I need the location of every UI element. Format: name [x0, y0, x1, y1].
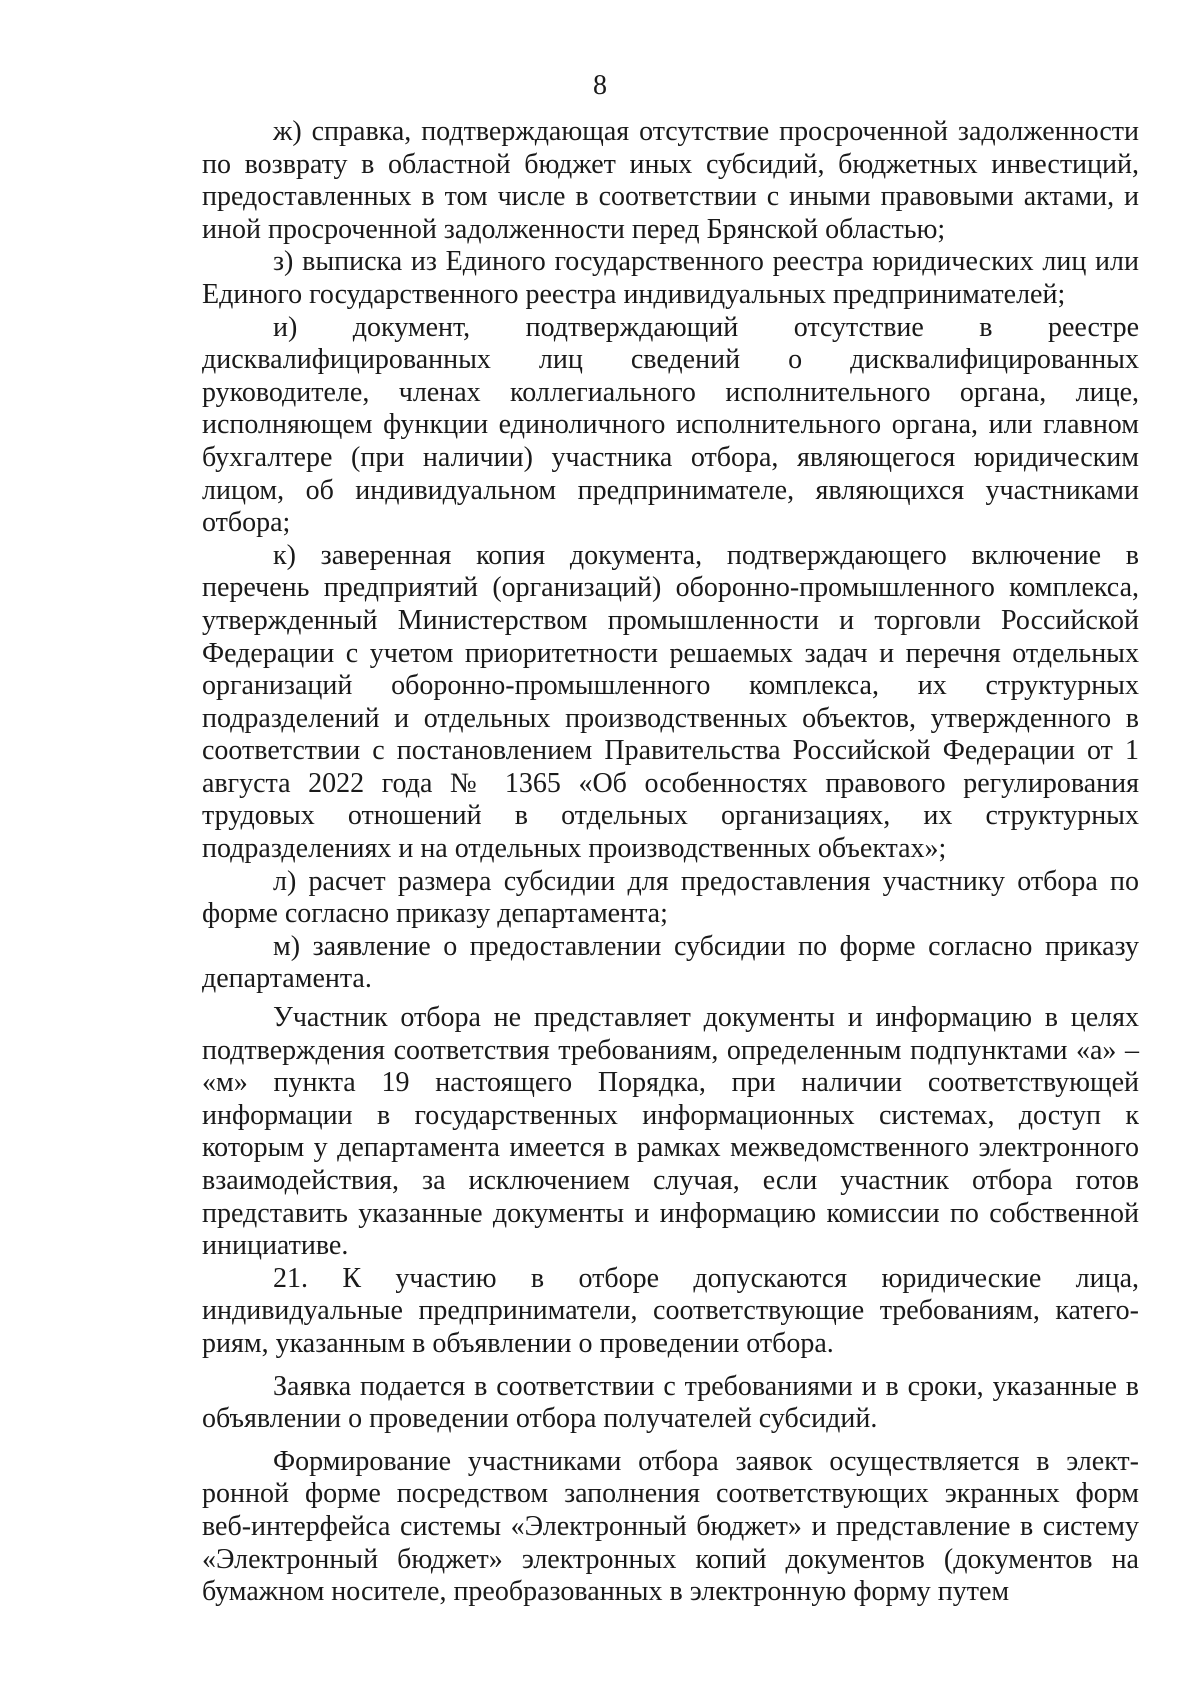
paragraph-participant-documents: Участник отбора не представляет документы и информацию в целях подтверждения соответствия требованиям, определенным подпунктами «а» – «м» пункта 19 настоящего Порядка, при наличии соответствующей информации в государственных информационных системах, доступ к которым у департамента имеется в рамках межведомственного электронного взаимодействия, за исключением случая, если участник отбора готов представить указанные документы и информацию комиссии по собственной инициативе.	[202, 1002, 1139, 1262]
page-number: 8	[593, 70, 607, 101]
paragraph-m-subsidy-application: м) заявление о предоставлении субсидии по форме согласно приказу департамента.	[202, 930, 1139, 995]
paragraph-k-defense-industry-list: к) заверенная копия документа, подтверждающего включение в перечень предприятий (организаций) оборонно-промышленного комплекса, утвержденный Министерством промышленности и торговли Российской Федерации с учетом приоритетности решаемых задач и перечня отдельных организаций оборонно-промышленного комплекса, их структурных подразделений и отдельных производственных объектов, утвержденного в соответствии с постановлением Правительства Российской Федерации от 1 августа 2022 года № 1365 «Об особенностях правового регулирования трудовых отношений в отдельных организациях, их структурных подразделениях и на отдельных производственных объектах»;	[202, 539, 1139, 865]
paragraph-i-disqualified-persons: и) документ, подтверждающий отсутствие в реестре дисквалифицированных лиц сведений о дисквалифицированных руководителе, членах коллегиального исполнительного органа, лице, исполняющем функции единоличного исполнительного органа, или главном бухгалтере (при наличии) участника отбора, являющегося юридическим лицом, об индивидуальном предпринимателе, являющихся участниками отбора;	[202, 311, 1139, 539]
paragraph-zh-debt-certificate: ж) справка, подтверждающая отсутствие просроченной задолженности по возврату в областной бюджет иных субсидий, бюджетных инвестиций, предоставленных в том числе в соответствии с иными правовыми актами, и иной просроченной задолженности перед Брянской областью;	[202, 116, 1139, 245]
document-body	[202, 116, 1139, 1609]
paragraph-electronic-form: Формирование участниками отбора заявок осуществляется в элект-ронной форме посредством заполнения соответствующих экранных форм веб-интерфейса системы «Электронный бюджет» и представление в систему «Электронный бюджет» электронных копий документов (документов на бумажном носителе, преобразованных в электронную форму путем	[202, 1445, 1139, 1608]
paragraph-application-submission: Заявка подается в соответствии с требованиями и в сроки, указанные в объявлении о проведении отбора получателей субсидий.	[202, 1370, 1139, 1435]
paragraph-l-subsidy-calculation: л) расчет размера субсидии для предоставления участнику отбора по форме согласно приказу департамента;	[202, 865, 1139, 930]
paragraph-z-registry-extract: з) выписка из Единого государственного реестра юридических лиц или Единого государственного реестра индивидуальных предпринимателей;	[202, 246, 1139, 310]
paragraph-21-admission: 21. К участию в отборе допускаются юридические лица, индивидуальные предприниматели, соответствующие требованиям, катего-риям, указанным в объявлении о проведении отбора.	[202, 1262, 1139, 1359]
